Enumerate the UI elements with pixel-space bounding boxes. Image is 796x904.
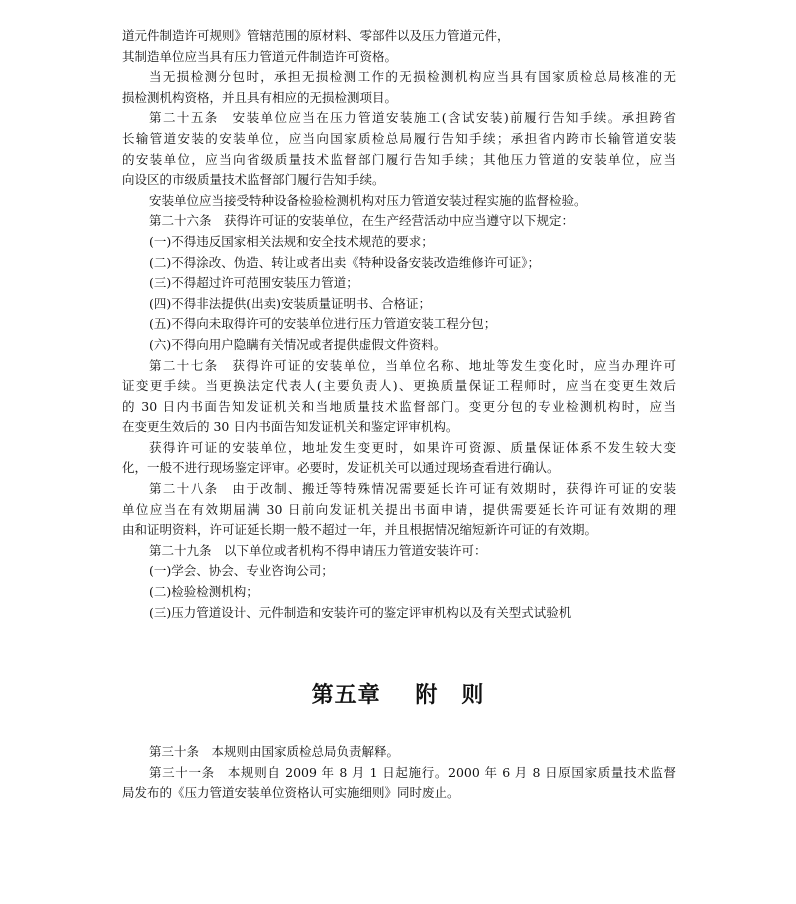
text-line: 获得许可证的安装单位，地址发生变更时，如果许可资源、质量保证体系不发生较大变 bbox=[149, 439, 676, 455]
text-line: (一)不得违反国家相关法规和安全技术规范的要求； bbox=[149, 233, 434, 249]
closing-articles bbox=[122, 742, 676, 804]
text-line: 单位应当在有效期届满 30 日前向发证机关提出书面申请，提供需要延长许可证有效期的理 bbox=[122, 501, 676, 517]
text-line: 第三十一条 本规则自 2009 年 8 月 1 日起施行。2000 年 6 月 8 日原国家质量技术监督 bbox=[149, 764, 676, 780]
text-line: 第二十八条 由于改制、搬迁等特殊情况需要延长许可证有效期时，获得许可证的安装 bbox=[149, 481, 676, 497]
chapter-title-text: 附 则 bbox=[415, 683, 485, 708]
text-line: 的安装单位，应当向省级质量技术监督部门履行告知手续；其他压力管道的安装单位，应当 bbox=[122, 151, 676, 167]
text-line: (二)检验检测机构； bbox=[149, 584, 259, 600]
text-line: (三)不得超过许可范围安装压力管道； bbox=[149, 275, 359, 291]
text-line: 由和证明资料，许可证延长期一般不超过一年，并且根据情况缩短新许可证的有效期。 bbox=[122, 522, 598, 538]
chapter-heading bbox=[0, 682, 796, 710]
text-line: 第二十五条 安装单位应当在压力管道安装施工(含试安装)前履行告知手续。承担跨省 bbox=[149, 110, 676, 126]
text-line: 安装单位应当接受特种设备检验检测机构对压力管道安装过程实施的监督检验。 bbox=[149, 192, 587, 208]
text-line: 长输管道安装的安装单位，应当向国家质检总局履行告知手续；承担省内跨市长输管道安装 bbox=[122, 130, 676, 146]
text-line: 当无损检测分包时，承担无损检测工作的无损检测机构应当具有国家质检总局核准的无 bbox=[149, 69, 676, 85]
text-line: (六)不得向用户隐瞒有关情况或者提供虚假文件资料。 bbox=[149, 336, 447, 352]
text-line: (三)压力管道设计、元件制造和安装许可的鉴定评审机构以及有关型式试验机 bbox=[149, 604, 572, 620]
text-line: 在变更生效后的 30 日内书面告知发证机关和鉴定评审机构。 bbox=[122, 419, 459, 435]
text-line: 道元件制造许可规则》管辖范围的原材料、零部件以及压力管道元件， bbox=[122, 28, 510, 43]
text-line: 第三十条 本规则由国家质检总局负责解释。 bbox=[149, 744, 400, 759]
text-line: 局发布的《压力管道安装单位资格认可实施细则》同时废止。 bbox=[122, 785, 460, 801]
document-body bbox=[122, 26, 676, 623]
text-line: (一)学会、协会、专业咨询公司； bbox=[149, 563, 334, 579]
text-line: (二)不得涂改、伪造、转让或者出卖《特种设备安装改造维修许可证》； bbox=[149, 254, 541, 270]
text-line: 损检测机构资格，并且具有相应的无损检测项目。 bbox=[122, 89, 398, 105]
text-line: 第二十六条 获得许可证的安装单位，在生产经营活动中应当遵守以下规定： bbox=[149, 213, 575, 229]
text-line: 其制造单位应当具有压力管道元件制造许可资格。 bbox=[122, 48, 398, 64]
text-line: 证变更手续。当更换法定代表人(主要负责人)、更换质量保证工程师时，应当在变更生效后 bbox=[122, 378, 676, 394]
text-line: 化，一般不进行现场鉴定评审。必要时，发证机关可以通过现场查看进行确认。 bbox=[122, 460, 560, 476]
text-line: (四)不得非法提供(出卖)安装质量证明书、合格证； bbox=[149, 295, 432, 311]
text-line: 的 30 日内书面告知发证机关和当地质量技术监督部门。变更分包的专业检测机构时，应当 bbox=[122, 398, 676, 414]
text-line: 第二十七条 获得许可证的安装单位，当单位名称、地址等发生变化时，应当办理许可 bbox=[149, 357, 676, 373]
text-line: 向设区的市级质量技术监督部门履行告知手续。 bbox=[122, 172, 385, 188]
chapter-number: 第五章 bbox=[311, 683, 381, 708]
text-line: 第二十九条 以下单位或者机构不得申请压力管道安装许可： bbox=[149, 542, 487, 558]
text-line: (五)不得向未取得许可的安装单位进行压力管道安装工程分包； bbox=[149, 316, 497, 332]
